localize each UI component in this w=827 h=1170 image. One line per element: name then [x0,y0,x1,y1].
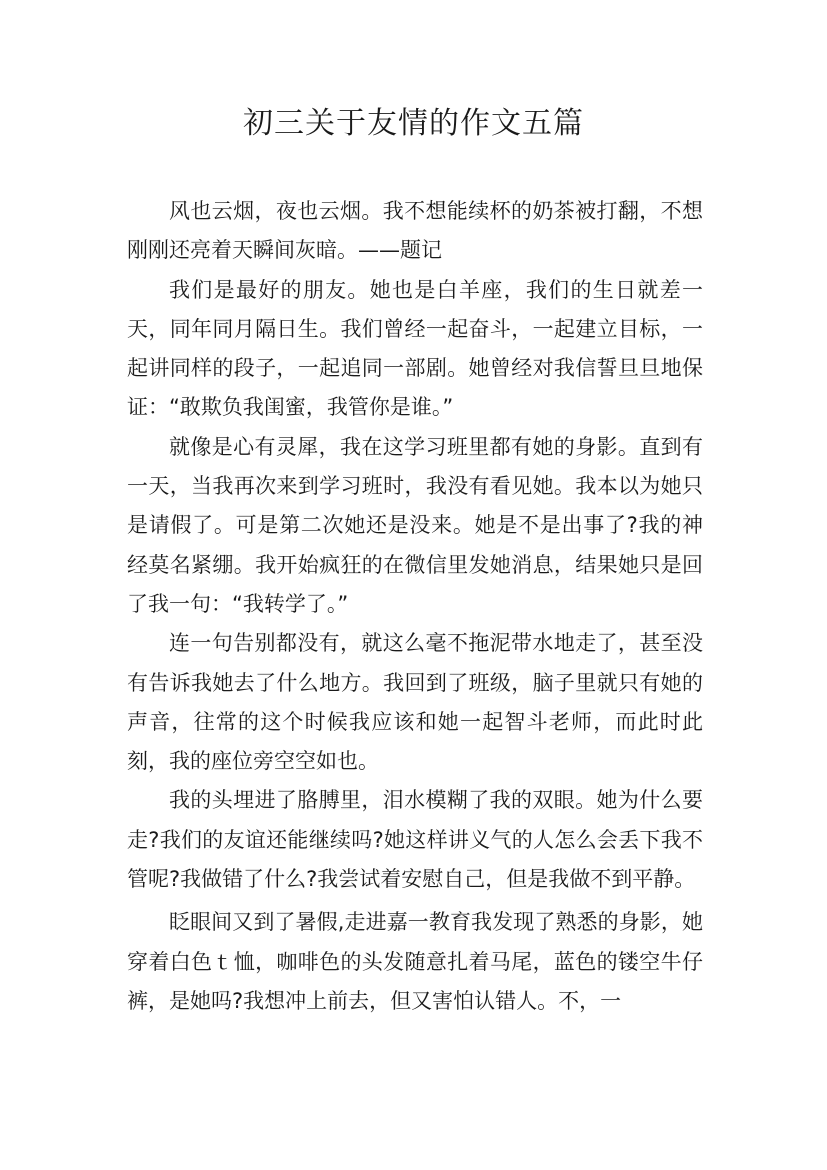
paragraph-2: 我们是最好的朋友。她也是白羊座，我们的生日就差一天，同年同月隔日生。我们曾经一起奋斗，一起建立目标，一起讲同样的段子，一起追同一部剧。她曾经对我信誓旦旦地保证：“敢欺负我闺蜜，我管你是谁。” [127,277,703,420]
paragraph-6: 眨眼间又到了暑假,走进嘉一教育我发现了熟悉的身影，她穿着白色ｔ恤，咖啡色的头发随意扎着马尾，蓝色的镂空牛仔裤，是她吗?我想冲上前去，但又害怕认错人。不，一 [127,910,703,1013]
document-body [127,192,703,1021]
paragraph-5: 我的头埋进了胳膊里，泪水模糊了我的双眼。她为什么要走?我们的友谊还能继续吗?她这样讲义气的人怎么会丢下我不管呢?我做错了什么?我尝试着安慰自己，但是我做不到平静。 [127,788,703,892]
document-title: 初三关于友情的作文五篇 [243,106,584,141]
paragraph-4: 连一句告别都没有，就这么毫不拖泥带水地走了，甚至没有告诉我她去了什么地方。我回到了班级，脑子里就只有她的声音，往常的这个时候我应该和她一起智斗老师，而此时此刻，我的座位旁空空如也。 [127,631,703,774]
paragraph-3: 就像是心有灵犀，我在这学习班里都有她的身影。直到有一天，当我再次来到学习班时，我没有看见她。我本以为她只是请假了。可是第二次她还是没来。她是不是出事了?我的神经莫名紧绷。我开始疯狂的在微信里发她消息，结果她只是回了我一句：“我转学了。” [127,434,703,616]
paragraph-1: 风也云烟，夜也云烟。我不想能续杯的奶茶被打翻，不想刚刚还亮着天瞬间灰暗。——题记 [127,199,703,263]
